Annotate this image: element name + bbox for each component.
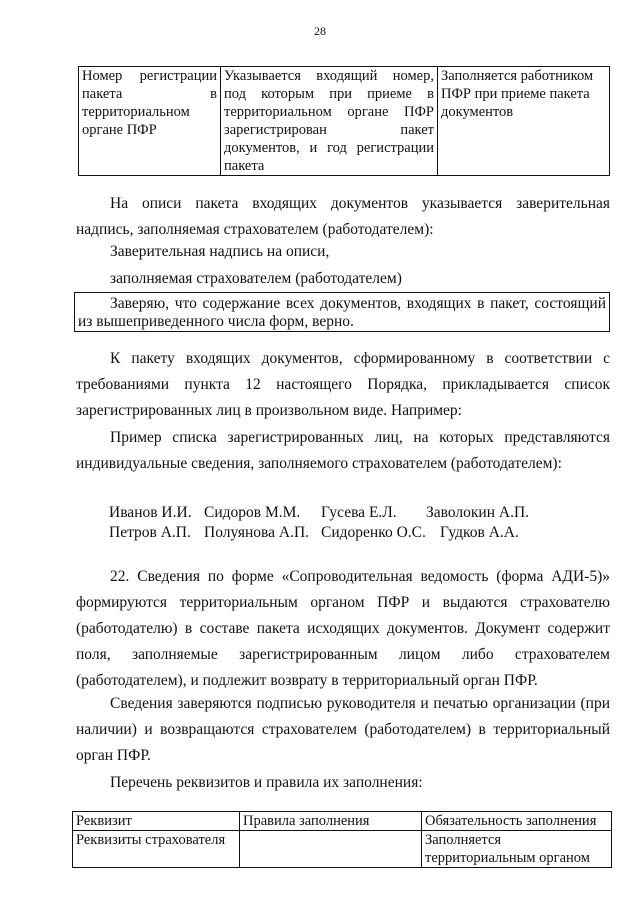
table-cell: Указывается входящий номер, под которым при приеме в территориальном органе ПФР зарегистрирован пакет документов, и год регистрации пакета	[221, 67, 438, 176]
table-cell	[240, 831, 422, 868]
table-cell: Реквизиты страхователя	[73, 831, 240, 868]
list-example-paragraph: Пример списка зарегистрированных лиц, на которых представляются индивидуальные сведения, заполняемого страхователем (работодателем):	[76, 429, 610, 472]
table-header-cell: Реквизит	[73, 812, 240, 831]
person-name: Полуянова А.П.	[204, 524, 310, 541]
person-name: Петров А.П.	[109, 524, 191, 541]
page-number: 28	[314, 24, 326, 38]
person-name: Заволокин А.П.	[426, 504, 530, 521]
table-cell: Заполняется территориальным органом	[422, 831, 612, 868]
table-row	[79, 67, 610, 176]
list-attached-paragraph: К пакету входящих документов, сформированному в соответствии с требованиями пункта 12 настоящего Порядка, прикладывается список зарегистрированных лиц в произвольном виде. Например:	[76, 350, 610, 419]
person-name: Иванов И.И.	[109, 504, 192, 521]
person-name: Гусева Е.Л.	[321, 504, 397, 521]
person-name: Сидоров М.М.	[204, 504, 301, 521]
certification-box: Заверяю, что содержание всех документов, входящих в пакет, состоящий из вышеприведенного числа форм, верно.	[74, 292, 610, 332]
table-header-cell: Обязательность заполнения	[422, 812, 612, 831]
table-cell: Номер регистрации пакета в территориальном органе ПФР	[79, 67, 221, 176]
person-name: Гудков А.А.	[440, 524, 519, 541]
person-name: Сидоренко О.С.	[321, 524, 426, 541]
inventory-intro-paragraph: На описи пакета входящих документов указывается заверительная надпись, заполняемая страхователем (работодателем):	[76, 195, 610, 238]
requisites-list-heading: Перечень реквизитов и правила их заполнения:	[110, 774, 423, 791]
certified-paragraph: Сведения заверяются подписью руководителя и печатью организации (при наличии) и возвращаются страхователем (работодателем) в территориальный орган ПФР.	[76, 695, 610, 764]
requisites-table	[72, 811, 612, 868]
section-22-paragraph: 22. Сведения по форме «Сопроводительная ведомость (форма АДИ-5)» формируются территориальным органом ПФР и выдаются страхователю (работодателю) в составе пакета исходящих документов. Документ содержит поля, заполняемые зарегистрированным лицом либо страхователем (работодателем), и подлежит возврату в территориальный орган ПФР.	[76, 568, 610, 689]
table-header-cell: Правила заполнения	[240, 812, 422, 831]
inventory-caption-line-1: Заверительная надпись на описи,	[110, 243, 330, 260]
table-header-row	[73, 812, 612, 831]
table-cell: Заполняется работником ПФР при приеме пакета документов	[438, 67, 610, 176]
registration-table	[78, 66, 610, 176]
inventory-caption-line-2: заполняемая страхователем (работодателем)	[110, 270, 402, 287]
table-row	[73, 831, 612, 868]
